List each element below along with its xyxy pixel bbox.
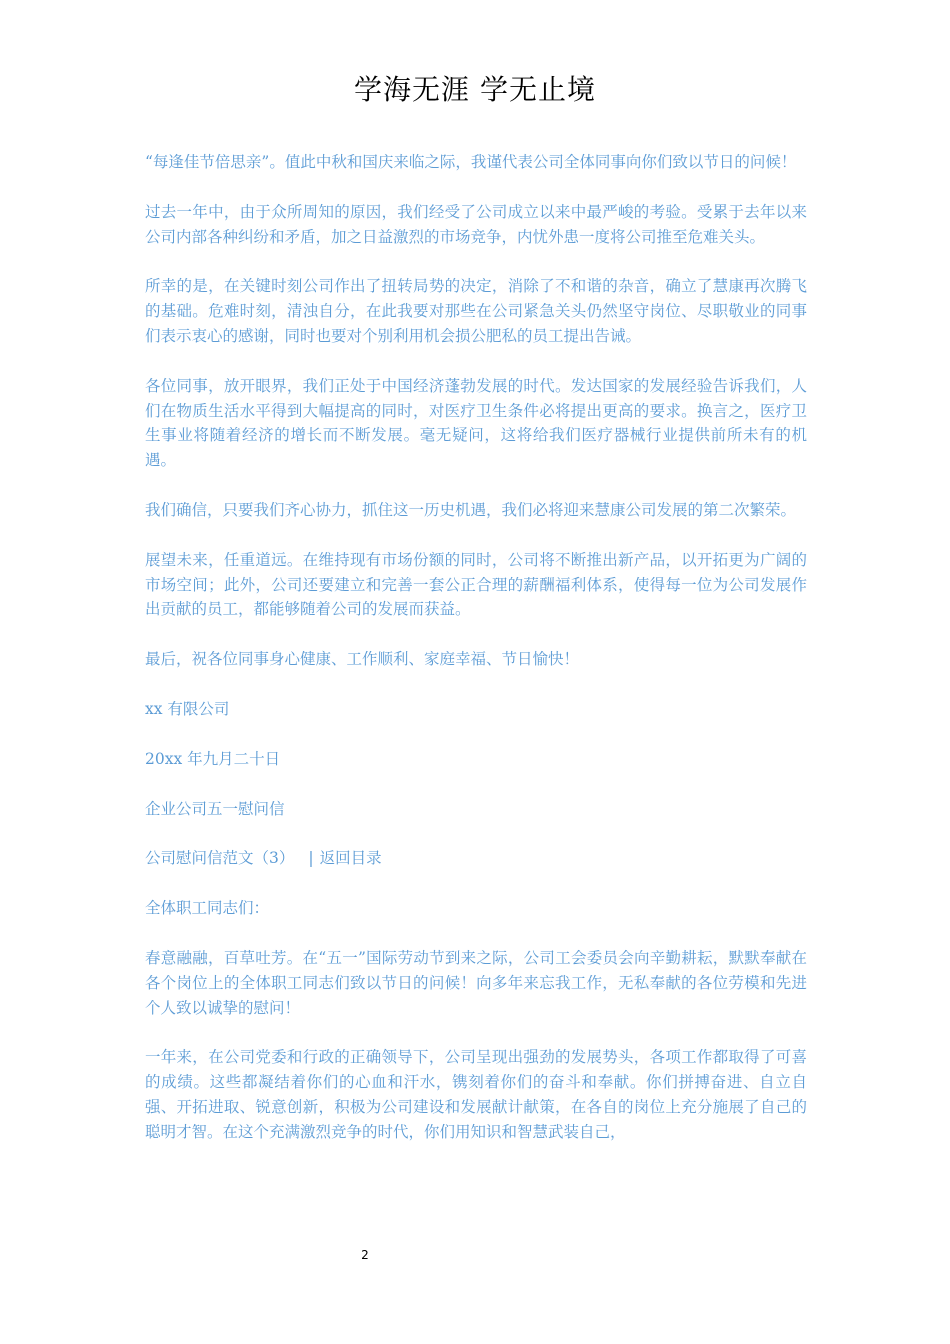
next-letter-title: 企业公司五一慰问信 xyxy=(145,799,285,818)
page-header-title: 学海无涯 学无止境 xyxy=(354,73,596,106)
salutation: 全体职工同志们： xyxy=(145,899,270,918)
paragraph-achievements: 一年来，在公司党委和行政的正确领导下，公司呈现出强劲的发展势头，各项工作都取得了可喜的成绩。这些都凝结着你们的心血和汗水，镌刻着你们的奋斗和奉献。你们拼搏奋进、自立自强、开拓进取、锐意创新，积极为公司建设和发展献计献策，在各自的岗位上充分施展了自己的聪明才智。在这个充满激烈竞争的时代，你们用知识和智慧武装自己， xyxy=(145,1048,807,1141)
paragraph-decision: 所幸的是，在关键时刻公司作出了扭转局势的决定，消除了不和谐的杂音，确立了慧康再次腾飞的基础。危难时刻，清浊自分，在此我要对那些在公司紧急关头仍然坚守岗位、尽职敬业的同事们表示衷心的感谢，同时也要对个别利用机会损公肥私的员工提出告诫。 xyxy=(145,277,807,345)
nav-separator: | xyxy=(308,849,314,868)
document-body xyxy=(145,150,807,1170)
paragraph-wishes: 最后，祝各位同事身心健康、工作顺利、家庭幸福、节日愉快！ xyxy=(145,650,580,669)
paragraph-outlook: 展望未来，任重道远。在维持现有市场份额的同时，公司将不断推出新产品，以开拓更为广阔的市场空间；此外，公司还要建立和完善一套公正合理的薪酬福利体系，使得每一位为公司发展作出贡献的员工，都能够随着公司的发展而获益。 xyxy=(145,550,807,619)
section-nav xyxy=(145,846,807,871)
paragraph-may-day-greeting: 春意融融，百草吐芳。在“五一”国际劳动节到来之际，公司工会委员会向辛勤耕耘，默默奉献在各个岗位上的全体职工同志们致以节日的问候！向多年来忘我工作，无私奉献的各位劳模和先进个人致以诚挚的慰问！ xyxy=(145,948,807,1017)
page-number: 2 xyxy=(361,1248,369,1262)
paragraph-opportunity: 各位同事，放开眼界，我们正处于中国经济蓬勃发展的时代。发达国家的发展经验告诉我们，人们在物质生活水平得到大幅提高的同时，对医疗卫生条件必将提出更高的要求。换言之，医疗卫生事业将随着经济的增长而不断发展。毫无疑问，这将给我们医疗器械行业提供前所未有的机遇。 xyxy=(145,376,807,470)
letter-date: 20xx 年九月二十日 xyxy=(145,749,281,768)
section-title: 公司慰问信范文（3） xyxy=(145,849,295,868)
company-signature: xx 有限公司 xyxy=(145,699,230,718)
paragraph-greeting: “每逢佳节倍思亲”。值此中秋和国庆来临之际，我谨代表公司全体同事向你们致以节日的问候！ xyxy=(145,153,797,171)
paragraph-confidence: 我们确信，只要我们齐心协力，抓住这一历史机遇，我们必将迎来慧康公司发展的第二次繁荣。 xyxy=(145,500,797,519)
back-to-toc-link[interactable]: 返回目录 xyxy=(319,849,382,868)
paragraph-past-year: 过去一年中，由于众所周知的原因，我们经受了公司成立以来中最严峻的考验。受累于去年以来公司内部各种纠纷和矛盾，加之日益激烈的市场竞争，内忧外患一度将公司推至危难关头。 xyxy=(145,202,807,246)
